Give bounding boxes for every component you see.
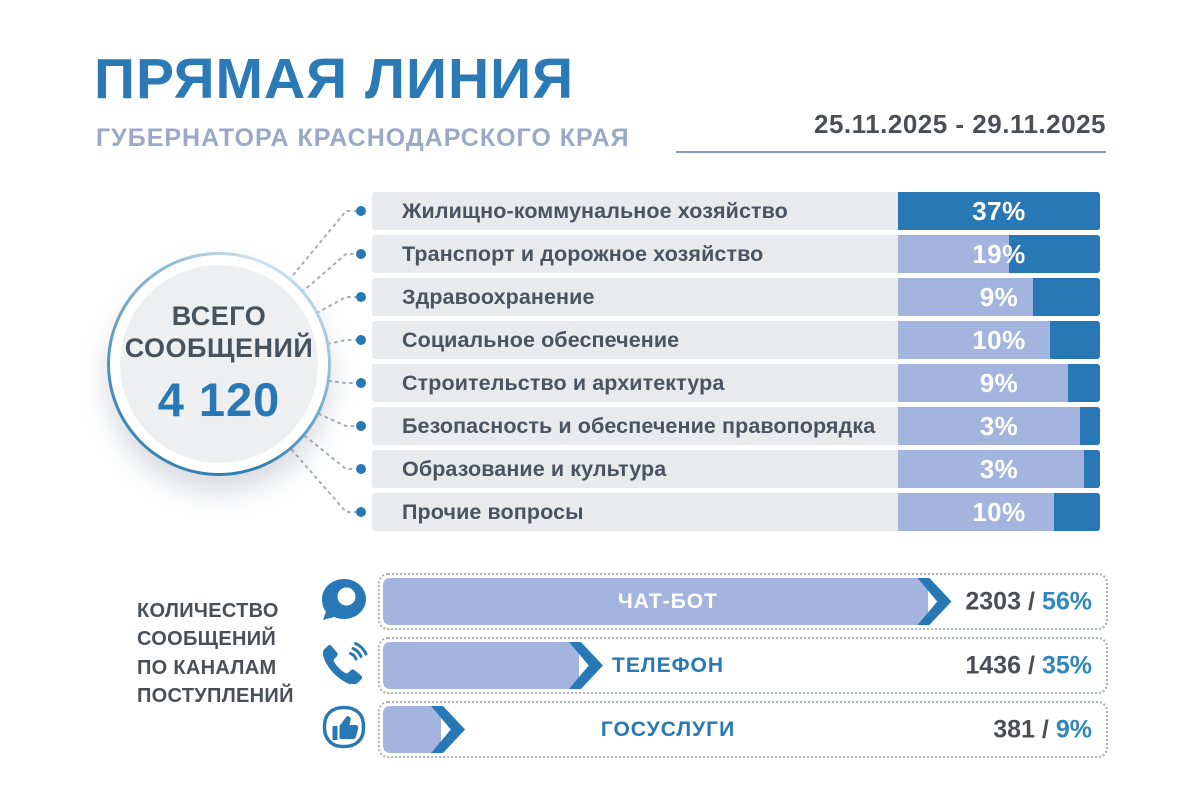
topic-percent-zone [898,192,1100,230]
topic-row [372,364,1100,402]
channel-count: 1436 [965,651,1021,679]
topic-percent-label: 3% [979,410,1019,441]
topics-bar-chart [372,192,1100,536]
topic-label: Жилищно-коммунальное хозяйство [402,198,788,223]
bullet-dot [356,249,366,259]
topic-bar-fill [1033,278,1100,316]
channel-percent: 56% [1041,587,1092,615]
channel-label: ЧАТ-БОТ [618,589,718,613]
topic-row [372,321,1100,359]
topic-percent-label: 10% [972,324,1026,355]
channel-count: 381 [993,715,1035,743]
channel-label: ТЕЛЕФОН [612,653,724,677]
topic-percent-zone [898,235,1100,273]
channel-value [993,715,1092,744]
channel-count: 2303 [965,587,1021,615]
channel-track [378,701,1108,758]
topic-percent-label: 10% [972,496,1026,527]
date-range: 25.11.2025 - 29.11.2025 [814,109,1106,139]
bullet-dot [356,335,366,345]
topic-bar-fill [1080,407,1100,445]
topic-row [372,493,1100,531]
topic-percent-zone [898,407,1100,445]
topic-percent-zone [898,493,1100,531]
phone-icon [318,639,370,691]
channels-bar-chart [378,573,1108,765]
topic-row [372,235,1100,273]
topic-row [372,278,1100,316]
bullet-dot [356,206,366,216]
topic-label: Социальное обеспечение [402,327,680,352]
channel-track [378,637,1108,694]
bullet-dot [356,507,366,517]
topic-percent-zone [898,450,1100,488]
bullet-dot [356,378,366,388]
channel-percent: 9% [1055,715,1092,743]
topic-label: Образование и культура [402,456,667,481]
channel-row-phone [378,637,1108,694]
topic-bar-fill [1084,450,1100,488]
total-messages-badge [107,252,331,476]
topic-label: Безопасность и обеспечение правопорядка [402,413,876,438]
channel-value [965,651,1092,680]
topic-percent-zone [898,321,1100,359]
topic-bar-fill [1068,364,1100,402]
topic-bar-fill [1050,321,1101,359]
channel-track [378,573,1108,630]
value-separator: / [1028,651,1035,679]
channel-value [965,587,1092,616]
bullet-dot [356,464,366,474]
topic-row [372,192,1100,230]
topic-percent-zone [898,278,1100,316]
topic-label: Здравоохранение [402,284,595,309]
channels-title-line: КОЛИЧЕСТВО [137,600,279,622]
channels-title-line: СООБЩЕНИЙ [137,628,277,651]
value-separator: / [1028,587,1035,615]
topic-row [372,407,1100,445]
page-title: ПРЯМАЯ ЛИНИЯ [94,47,575,111]
topic-percent-label: 37% [972,195,1026,226]
chat-bubble-icon [318,575,370,627]
thumbs-up-icon [318,703,370,755]
channel-row-chatbot [378,573,1108,630]
total-badge-gap [110,255,328,473]
bullet-dot [356,421,366,431]
topic-percent-label: 19% [972,238,1026,269]
channels-section-title [137,597,294,711]
total-value: 4 120 [157,372,281,426]
topic-bar-fill [1054,493,1100,531]
channel-percent: 35% [1041,651,1092,679]
channel-row-gosuslugi [378,701,1108,758]
channel-label: ГОСУСЛУГИ [600,717,736,741]
topic-label: Прочие вопросы [402,499,584,524]
topic-percent-label: 3% [979,453,1019,484]
topic-percent-label: 9% [979,367,1019,398]
channels-title-line: ПОСТУПЛЕНИЙ [137,685,294,708]
total-label-line2: СООБЩЕНИЙ [124,333,314,363]
topic-percent-label: 9% [979,281,1019,312]
header-divider [676,151,1106,153]
total-label-line1: ВСЕГО [171,301,267,332]
channels-title-line: ПО КАНАЛАМ [137,656,277,679]
topic-label: Строительство и архитектура [402,370,725,395]
value-separator: / [1041,715,1049,743]
page-subtitle: ГУБЕРНАТОРА КРАСНОДАРСКОГО КРАЯ [96,124,630,152]
topic-percent-zone [898,364,1100,402]
bullet-dot [356,292,366,302]
total-badge-disc [120,265,318,463]
topic-label: Транспорт и дорожное хозяйство [402,241,764,266]
topic-row [372,450,1100,488]
